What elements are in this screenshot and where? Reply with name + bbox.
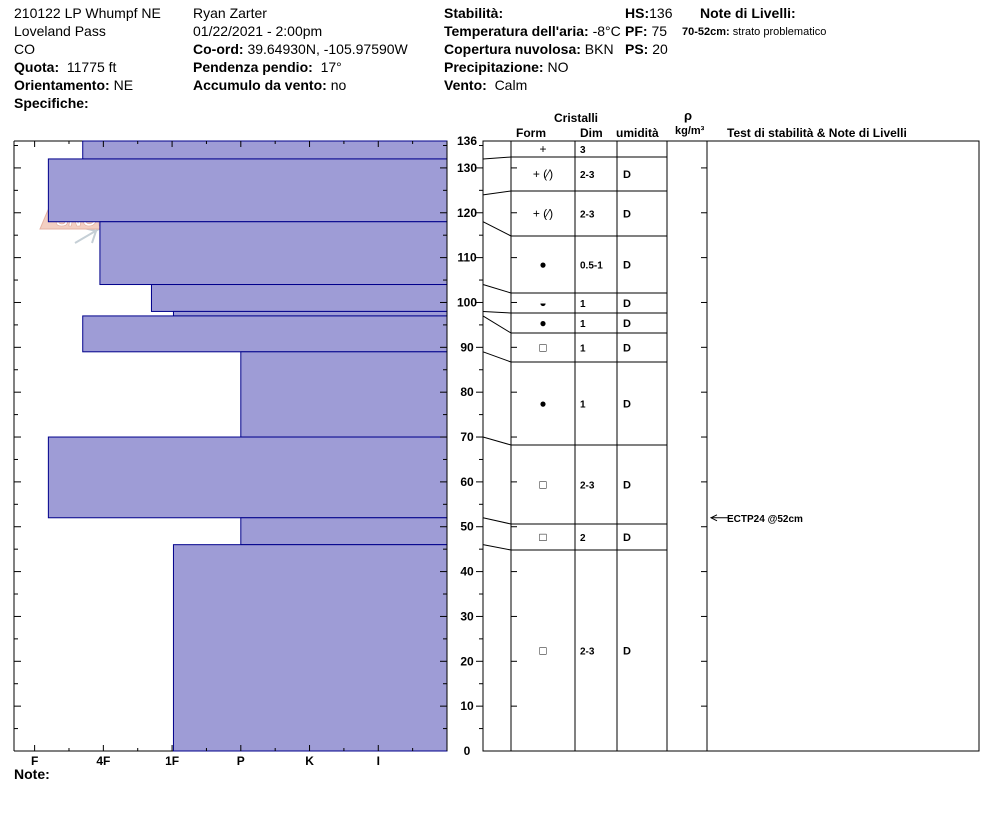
state: CO xyxy=(14,41,35,57)
header-cristalli: Cristalli xyxy=(554,111,599,125)
coordinates: Co-ord: 39.64930N, -105.97590W xyxy=(193,41,408,57)
depth-label-80: 80 xyxy=(460,385,474,400)
layer-connector-2 xyxy=(483,191,511,195)
grain-form-10: □ xyxy=(539,643,547,658)
layer-connector-8 xyxy=(483,437,511,445)
depth-label-90: 90 xyxy=(460,340,474,355)
table-frame xyxy=(483,141,979,751)
moisture-7: D xyxy=(623,398,631,411)
snow-height: HS:136 xyxy=(625,5,673,21)
stability-test-0: ECTP24 @52cm xyxy=(727,513,803,525)
grain-size-8: 2-3 xyxy=(580,480,595,492)
air-temperature: Temperatura dell'aria: -8°C xyxy=(444,23,621,39)
hardness-bar-6 xyxy=(241,352,447,437)
moisture-1: D xyxy=(623,169,631,181)
grain-form-6: □ xyxy=(539,340,547,355)
hardness-bar-1 xyxy=(48,159,447,222)
precipitation: Precipitazione: NO xyxy=(444,59,569,75)
grain-form-5: ● xyxy=(539,316,547,330)
depth-label-60: 60 xyxy=(460,474,474,489)
wind-loading: Accumulo da vento: no xyxy=(193,77,347,93)
layer-connector-10 xyxy=(483,545,511,550)
grain-form-9: □ xyxy=(539,530,547,544)
moisture-3: D xyxy=(623,259,631,272)
layer-notes-title: Note di Livelli: xyxy=(700,5,796,21)
elevation: Quota: 11775 ft xyxy=(14,59,117,75)
hardness-label-K: K xyxy=(305,754,314,768)
layer-note-entry: 70-52cm: strato problematico xyxy=(682,26,827,38)
grain-form-8: □ xyxy=(539,477,547,492)
hardness-label-P: P xyxy=(236,754,245,768)
foot-penetration: PF: 75 xyxy=(625,23,668,39)
ski-penetration: PS: 20 xyxy=(625,41,668,57)
hardness-bar-7 xyxy=(48,437,447,518)
moisture-8: D xyxy=(623,479,631,492)
stability: Stabilità: xyxy=(444,5,504,21)
depth-label-136: 136 xyxy=(456,134,478,148)
layer-connector-7 xyxy=(483,352,511,362)
observer-name: Ryan Zarter xyxy=(193,5,267,21)
hardness-label-1F: 1F xyxy=(165,754,180,768)
moisture-6: D xyxy=(623,342,631,355)
hardness-plot xyxy=(14,141,447,751)
depth-label-50: 50 xyxy=(460,519,474,534)
hardness-bar-3 xyxy=(151,285,447,312)
layer-connector-4 xyxy=(483,285,511,293)
pit-name: 210122 LP Whumpf NE xyxy=(14,5,161,21)
grain-form-4: ◒ xyxy=(539,296,547,310)
observation-datetime: 01/22/2021 - 2:00pm xyxy=(193,23,323,39)
specifics: Specifiche: xyxy=(14,95,89,111)
moisture-10: D xyxy=(623,645,631,658)
depth-label-120: 120 xyxy=(456,205,478,220)
header-form: Form xyxy=(516,126,546,140)
depth-label-110: 110 xyxy=(457,250,477,265)
location: Loveland Pass xyxy=(14,23,106,39)
header-density-unit: kg/m³ xyxy=(675,125,705,137)
hardness-bar-4 xyxy=(173,311,447,315)
grain-size-3: 0.5-1 xyxy=(580,260,603,272)
grain-size-1: 2-3 xyxy=(580,170,595,181)
table-headers xyxy=(516,108,907,140)
grain-size-2: 2-3 xyxy=(580,209,595,221)
grain-form-7: ● xyxy=(539,396,547,411)
header-density-symbol: ρ xyxy=(684,108,693,123)
moisture-4: D xyxy=(623,298,631,310)
depth-label-130: 130 xyxy=(456,160,478,175)
header-moisture: umidità xyxy=(616,126,659,140)
grain-size-0: 3 xyxy=(580,145,586,156)
grain-size-10: 2-3 xyxy=(580,646,595,658)
hardness-bar-5 xyxy=(83,316,447,352)
grain-form-1: + (⁄) xyxy=(532,167,554,181)
aspect: Orientamento: NE xyxy=(14,77,134,93)
layer-connector-1 xyxy=(483,157,511,159)
depth-label-10: 10 xyxy=(460,699,474,714)
layer-connector-3 xyxy=(483,222,511,236)
grain-size-9: 2 xyxy=(580,533,586,544)
moisture-5: D xyxy=(623,318,631,330)
hardness-bar-2 xyxy=(100,222,447,285)
depth-label-70: 70 xyxy=(460,430,474,445)
grain-size-6: 1 xyxy=(580,343,586,355)
slope-angle: Pendenza pendio: 17° xyxy=(193,59,342,75)
hardness-bar-9 xyxy=(173,545,447,751)
layer-connector-6 xyxy=(483,316,511,333)
hardness-bar-8 xyxy=(241,518,447,545)
depth-label-30: 30 xyxy=(460,609,474,624)
grain-size-7: 1 xyxy=(580,399,586,411)
depth-label-100: 100 xyxy=(456,295,478,310)
moisture-9: D xyxy=(623,532,631,544)
hardness-label-I: I xyxy=(376,754,380,768)
note-label: Note: xyxy=(14,766,50,782)
grain-form-3: ● xyxy=(539,257,547,272)
grain-form-2: + (⁄) xyxy=(532,206,554,221)
grain-size-4: 1 xyxy=(580,299,586,310)
layer-connector-9 xyxy=(483,518,511,524)
cloud-cover: Copertura nuvolosa: BKN xyxy=(444,41,614,57)
depth-label-20: 20 xyxy=(460,654,474,669)
header-dim: Dim xyxy=(580,126,603,140)
crystal-table xyxy=(483,141,979,751)
wind: Vento: Calm xyxy=(444,77,528,93)
depth-label-40: 40 xyxy=(460,564,474,579)
header-stability-notes: Test di stabilità & Note di Livelli xyxy=(727,126,907,140)
grain-size-5: 1 xyxy=(580,319,586,330)
hardness-label-F: F xyxy=(30,754,39,768)
depth-label-0: 0 xyxy=(463,744,471,758)
moisture-2: D xyxy=(623,208,631,221)
grain-form-0: + xyxy=(539,142,547,156)
layer-connector-5 xyxy=(483,311,511,313)
hardness-label-4F: 4F xyxy=(96,754,111,768)
